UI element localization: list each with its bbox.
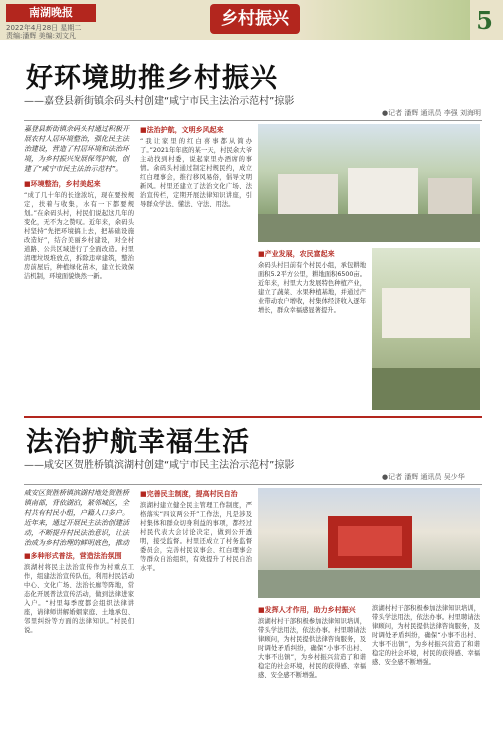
story1-column-1: [24, 178, 134, 410]
story2-lead: 咸安区贺胜桥镇滨湖村地处贺胜桥镇南部，背依湖泊，紧邻城区，全村共有村民小组，户籍人口多户。近年来，通过开展民主法治创建活动，不断提升村民法治意识，让法治成为乡村治理的鲜明底色，推动: [24, 489, 129, 547]
story1-lead: 嘉登县新街镇余码头村通过积极开展农村人居环境整治，强化民主法治建设，营造了村居环境和法治环境，为乡村振兴发展保驾护航，创建了“咸宁市民主法治示范村”。: [24, 125, 129, 173]
story2-section-3-text: 滨湖村村干部积极参加法律知识培训，带头学法用法，依法办事。村里聘请法律顾问，为村民提供法律咨询服务，及时调处矛盾纠纷，确保“小事不出村、大事不出镇”，为乡村振兴营造了和谐稳定的社会环境，村民的获得感、幸福感、安全感不断增强。: [258, 618, 366, 679]
issue-date: 2022年4月28日 星期二: [6, 24, 82, 32]
section-divider: [24, 416, 482, 418]
story2-column-2: [140, 488, 252, 740]
paper-logo: 南湖晚报: [6, 4, 96, 22]
story1-section-3-text: 余码头村目前有个村民小组，承包耕地面积5.2平方公里，耕地面积6500亩。近年来，村里大力发展特色种植产业，建立了蔬菜、水果种植基地，并通过产业带动农户增收，村集体经济收入逐年增长，群众幸福感显著提升。: [258, 262, 366, 314]
story2-section-2-text: 滨湖村建立健全民主管理工作制度，严格落实“四议两公开”工作法，凡是涉及村集体和群众切身利益的事项，都经过村民代表大会讨论决定，做到公开透明，接受监督。村里还成立了村务监督委员会，完善村民议事会、红白理事会等群众自治组织，有效提升了村民自治水平。: [140, 502, 252, 572]
page-number: 5: [476, 6, 493, 35]
banner-decoration: [300, 0, 470, 40]
section-title: 乡村振兴: [210, 4, 300, 34]
story1-section-1-text: “成了几十年的长途浓坑，现在要按规定，扶着与收集，水有一下都要规划。”在余码头村，村民们说起这几年的变化，无不为之赞叹。近年来，余码头村坚持“先把环境搞上去，把基础设施改造好”，结合美丽乡村建设，对全村道路、公共区域进行了全面改造。村里清理垃圾堆放点，拆除违章建筑，整治房前屋后，种植绿化苗木，建立长效保洁机制，环境面貌焕然一新。: [24, 192, 134, 280]
story2-subheadline: ——咸安区贺胜桥镇滨湖村创建“咸宁市民主法治示范村”掠影: [24, 460, 295, 471]
story2-section-1-text: 滨湖村将民主法治宣传作为村重点工作，组建法治宣传队伍，利用村民活动中心、文化广场、法治长廊等阵地，常态化开展普法宣传活动，做到法律进家入户。“村里每季度都会组织法律讲座，请律师讲解婚姻家庭、土地承包、邻里纠纷等方面的法律知识。”村民们说。: [24, 564, 134, 634]
village-scene-photo: [372, 248, 480, 410]
divider: [24, 120, 482, 121]
story1-section-1-title: ■环境整治，乡村美起来: [24, 180, 101, 188]
story2-column-3: [258, 604, 366, 740]
masthead: [0, 0, 503, 40]
date-line: [6, 24, 146, 40]
story1-column-2: [140, 124, 252, 410]
story1-section-2-text: “我让家里的红白喜事都从简办了。”2021年年底的某一天，村民余大爷主动找到村委，说起家里办酒席的事情。余码头村通过制定村规民约，成立红白理事会，推行移风易俗，倡导文明新风。村里还建立了法治文化广场、法治宣传栏，定期开展法律知识讲座，引导群众学法、懂法、守法、用法。: [140, 138, 252, 208]
editor-credits: 责编:潘辉 美编:刘文凡: [6, 32, 76, 40]
story2-headline: 法治护航幸福生活: [26, 427, 250, 458]
story1-section-3-title: ■产业发展，农民富起来: [258, 250, 335, 258]
story2-column-4: [372, 604, 480, 740]
divider: [24, 484, 482, 485]
story2-reporter: ●记者 潘辉 通讯员 吴少华: [382, 473, 465, 481]
story1-subheadline: ——嘉登县新街镇余码头村创建“咸宁市民主法治示范村”掠影: [24, 96, 295, 107]
story1-reporter: ●记者 潘辉 通讯员 李强 刘海明: [382, 109, 482, 117]
publicity-board-photo: [258, 488, 480, 598]
story1-headline: 好环境助推乡村振兴: [26, 63, 278, 94]
story2-section-2-title: ■完善民主制度，提高村民自治: [140, 490, 238, 498]
story2-section-3-continued: 滨湖村村干部积极参加法律知识培训，带头学法用法，依法办事。村里聘请法律顾问，为村民提供法律咨询服务，及时调处矛盾纠纷，确保“小事不出村、大事不出镇”，为乡村振兴营造了和谐稳定的社会环境，村民的获得感、幸福感、安全感不断增强。: [372, 605, 480, 666]
story1-column-3: [258, 248, 366, 410]
story2-section-3-title: ■发挥人才作用，助力乡村振兴: [258, 606, 356, 614]
story2-column-1: [24, 550, 134, 740]
story2-section-1-title: ■多种形式普法，营造法治氛围: [24, 552, 122, 560]
story1-section-2-title: ■法治护航，文明乡风起来: [140, 126, 224, 134]
village-photo: [258, 124, 480, 242]
